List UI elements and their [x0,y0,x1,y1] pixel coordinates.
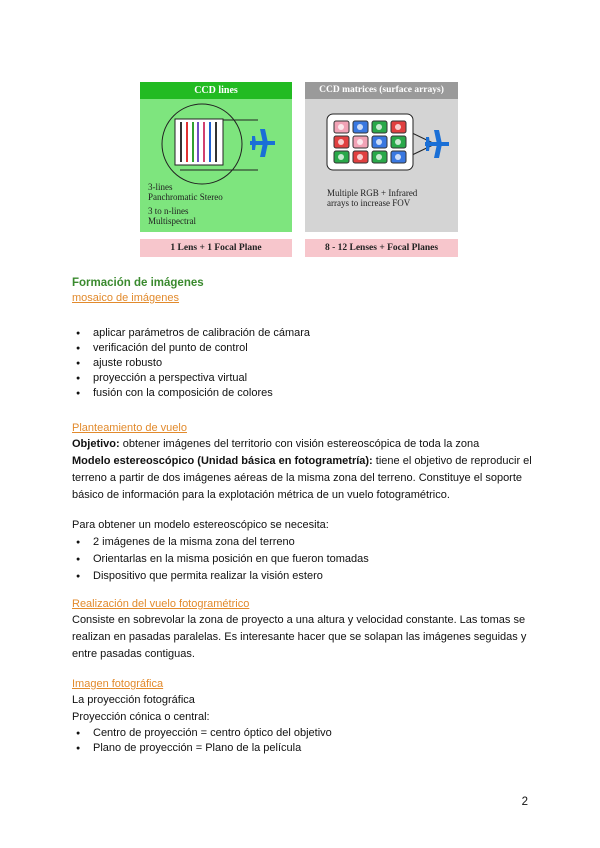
ccd-matrices-diagram [305,82,458,232]
projection-list [72,726,532,756]
airplane-icon-right [425,130,449,158]
left-caption-1: 3-lines [148,182,173,192]
list-item: ● Orientarlas en la misma posición en que fueron tomadas [72,551,532,568]
left-footer: 1 Lens + 1 Focal Plane [140,239,292,257]
left-caption-2: Panchromatic Stereo [148,192,223,202]
objective-text: obtener imágenes del territorio con visión estereoscópica de toda la zona [119,438,480,450]
page-number: 2 [521,796,528,808]
list-item: ● fusión con la composición de colores [72,386,532,401]
list-item: ● ajuste robusto [72,356,532,371]
subsection-imagen: Imagen fotográfica [72,678,164,690]
document-body [72,276,532,756]
list-item: ● aplicar parámetros de calibración de cámara [72,326,532,341]
model-paragraph [72,453,532,504]
right-caption-1: Multiple RGB + Infrared [327,188,418,198]
subsection-planteamiento: Planteamiento de vuelo [72,422,187,434]
objective-paragraph [72,436,532,453]
right-footer: 8 - 12 Lenses + Focal Planes [305,239,458,257]
objective-label: Objetivo: [72,438,120,450]
projection-line: La proyección fotográfica [72,694,195,706]
list-item: ● proyección a perspectiva virtual [72,371,532,386]
stereo-list [72,534,532,585]
list-item: ● Plano de proyección = Plano de la película [72,741,532,756]
section-title: Formación de imágenes [72,277,204,289]
ccd-lines-panel [140,82,292,232]
ccd-matrices-panel [305,82,458,232]
ccd-matrices-title: CCD matrices (surface arrays) [305,82,458,99]
left-caption-3: 3 to n-lines [148,206,189,216]
right-caption-2: arrays to increase FOV [327,198,411,208]
model-text: tiene el objetivo de reproducir el terreno a partir de dos imágenes aéreas de la misma zona del terreno. Constituye el soporte básico de información para la explotación métrica de un vuelo fotogramétrico. [72,455,532,501]
model-label: Modelo estereoscópico (Unidad básica en fotogrametría): [72,455,373,467]
mosaic-list [72,326,532,401]
list-item: ● Dispositivo que permita realizar la visión estero [72,568,532,585]
airplane-icon [250,129,275,157]
need-intro: Para obtener un modelo estereoscópico se necesita: [72,519,329,531]
list-item: ● verificación del punto de control [72,341,532,356]
ccd-lines-title: CCD lines [140,82,292,99]
list-item: ● 2 imágenes de la misma zona del terreno [72,534,532,551]
list-item: ● Centro de proyección = centro óptico del objetivo [72,726,532,741]
subsection-mosaico: mosaico de imágenes [72,292,180,304]
subsection-realizacion: Realización del vuelo fotogramétrico [72,598,250,610]
conic-line: Proyección cónica o central: [72,711,210,723]
ccd-figure [140,82,458,257]
realizacion-paragraph: Consiste en sobrevolar la zona de proyecto a una altura y velocidad constante. Las tomas se realizan en pasadas paralelas. Es interesante hacer que se solapan las imágenes seguidas y entre pasadas contiguas. [72,614,527,660]
left-caption-4: Multispectral [148,216,196,226]
